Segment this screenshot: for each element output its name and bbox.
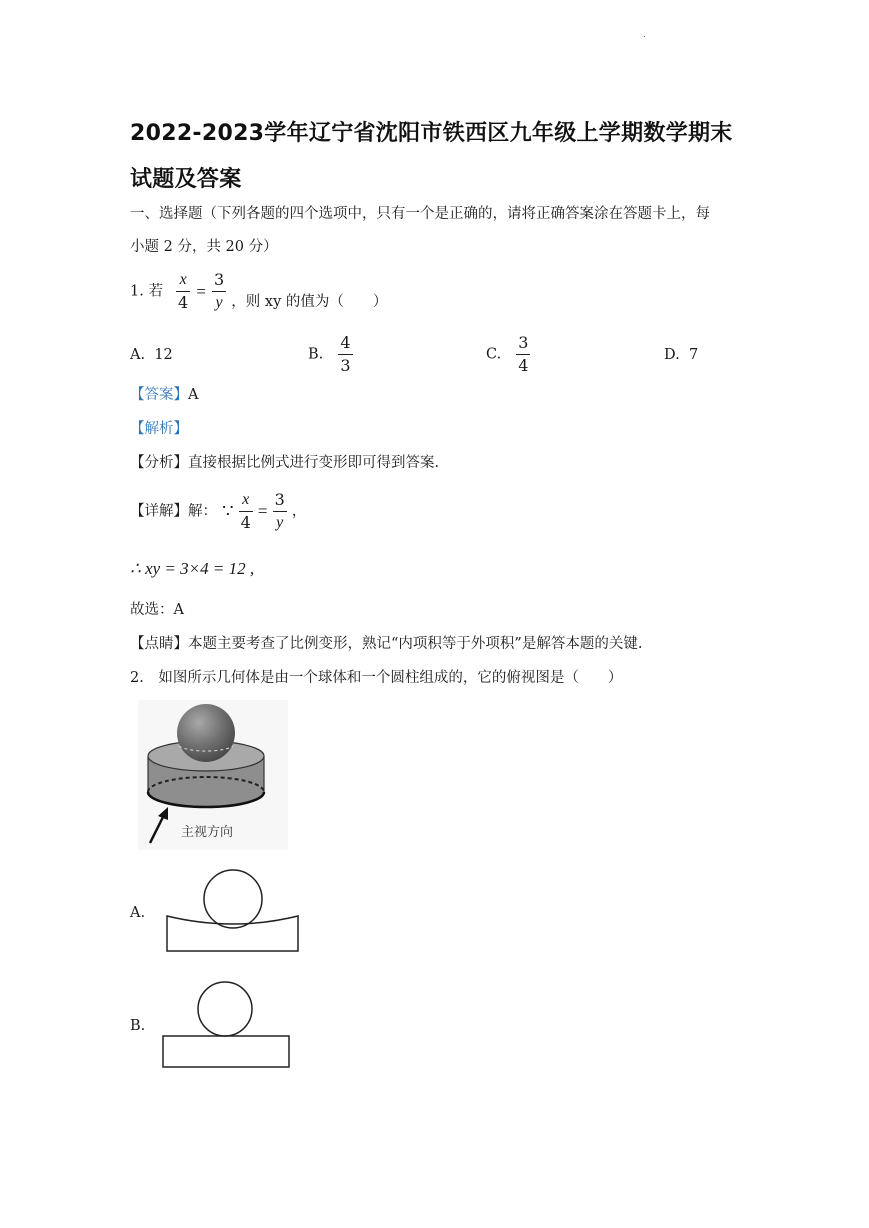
- option-c-1: C. $\frac{3}{4}$: [486, 333, 529, 375]
- fraction-x-over-4: $\frac{x}{4}$: [178, 271, 189, 312]
- document-title-line-2: 试题及答案: [130, 167, 242, 192]
- fraction-3-over-4: $\frac{3}{4}$: [518, 333, 529, 375]
- fraction-3-over-y: $\frac{3}{y}$: [214, 270, 225, 311]
- option-b-2-figure: [160, 980, 295, 1076]
- figure-caption: 主视方向: [181, 825, 234, 840]
- detail-line: 【详解】解： ∵ $\frac{x}{4}$ = $\frac{3}{y}$ ，: [130, 490, 307, 532]
- header-dot: .: [643, 30, 646, 40]
- section-heading-line-1: 一、选择题（下列各题的四个选项中，只有一个是正确的，请将正确答案涂在答题卡上，每: [130, 206, 710, 222]
- analysis-tag: 【解析】: [130, 421, 188, 437]
- equals-sign: =: [196, 281, 206, 301]
- answer-value: A: [188, 387, 199, 403]
- option-a-drawing: [164, 866, 304, 956]
- fenxi-line: 【分析】直接根据比例式进行变形即可得到答案.: [130, 455, 440, 471]
- choose-line: 故选：A: [130, 602, 184, 618]
- option-b-2-label: B.: [130, 1018, 146, 1034]
- because-symbol: ∵: [222, 501, 234, 521]
- question-1-stem: [130, 270, 387, 313]
- detail-fraction-3-over-y: $\frac{3}{y}$: [274, 490, 285, 531]
- question-2-figure: [138, 700, 288, 854]
- question-2-stem: 2. 如图所示几何体是由一个球体和一个圆柱组成的，它的俯视图是（ ）: [130, 670, 623, 686]
- option-a-1: A. 12: [130, 347, 173, 363]
- option-a-2-label: A.: [130, 905, 146, 921]
- option-d-1: D. 7: [664, 347, 699, 363]
- detail-fraction-x-over-4: $\frac{x}{4}$: [240, 491, 251, 532]
- section-heading-line-2: 小题 2 分，共 20 分）: [130, 239, 278, 255]
- fraction-4-over-3: $\frac{4}{3}$: [340, 333, 351, 375]
- option-a-2-figure: [164, 866, 304, 960]
- option-b-1: B. $\frac{4}{3}$: [308, 333, 351, 375]
- therefore-line: ∴ xy = 3×4 = 12 ,: [130, 559, 255, 578]
- document-title-line-1: 2022-2023学年辽宁省沈阳市铁西区九年级上学期数学期末: [130, 121, 733, 146]
- question-1-number: 1. 若: [130, 283, 163, 300]
- answer-line: [130, 385, 198, 405]
- answer-tag: 【答案】: [130, 387, 188, 403]
- option-b-drawing: [160, 980, 295, 1072]
- dianjing-line: 【点睛】本题主要考查了比例变形，熟记“内项积等于外项积”是解答本题的关键.: [130, 636, 643, 652]
- question-1-suffix: ，则 xy 的值为（ ）: [231, 293, 388, 310]
